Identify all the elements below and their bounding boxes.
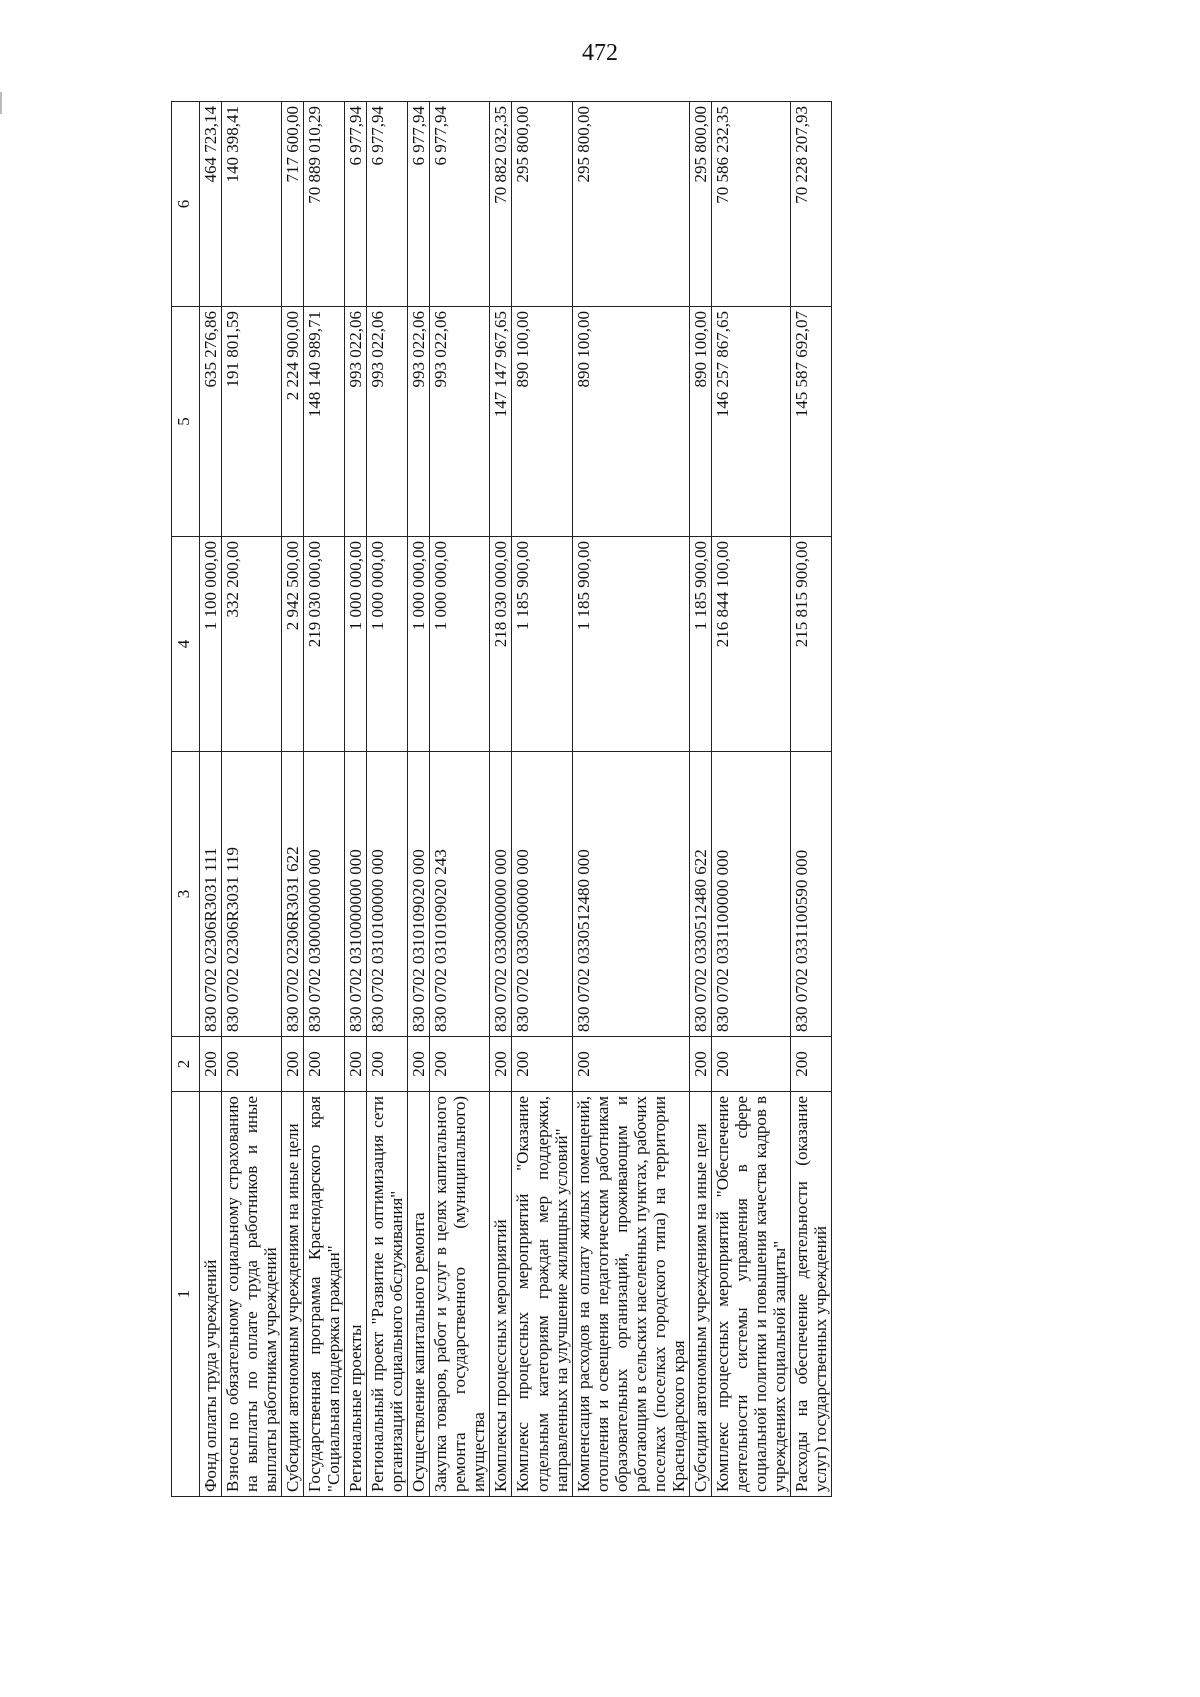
table-row <box>367 102 408 1497</box>
row-code-cell: 200 <box>572 1037 689 1092</box>
header-cell: 5 <box>172 307 200 537</box>
row-code-cell: 200 <box>200 1037 222 1092</box>
row-code-cell: 200 <box>689 1037 711 1092</box>
budget-table <box>171 101 832 1497</box>
row-code-cell: 200 <box>222 1037 282 1092</box>
row-name-cell: Расходы на обеспечение деятельности (оказание услуг) государственных учреждений <box>790 1092 831 1497</box>
row-approved-cell: 1 185 900,00 <box>512 537 572 752</box>
row-executed-cell: 993 022,06 <box>408 307 430 537</box>
table-row <box>345 102 367 1497</box>
row-code-cell: 200 <box>408 1037 430 1092</box>
row-remaining-cell: 70 882 032,35 <box>490 102 512 307</box>
row-executed-cell: 890 100,00 <box>572 307 689 537</box>
row-remaining-cell: 140 398,41 <box>222 102 282 307</box>
row-classification-cell: 830 0702 0310100000 000 <box>367 752 408 1037</box>
row-executed-cell: 635 276,86 <box>200 307 222 537</box>
row-classification-cell: 830 0702 0310109020 243 <box>430 752 490 1037</box>
row-executed-cell: 146 257 867,65 <box>711 307 790 537</box>
row-remaining-cell: 6 977,94 <box>408 102 430 307</box>
row-remaining-cell: 70 586 232,35 <box>711 102 790 307</box>
row-executed-cell: 890 100,00 <box>689 307 711 537</box>
row-remaining-cell: 70 228 207,93 <box>790 102 831 307</box>
row-name-cell: Комплекс процессных мероприятий "Обеспечение деятельности системы управления в сфере социальной политики и повышения качества кадров в учреждениях социальной защиты" <box>711 1092 790 1497</box>
row-approved-cell: 215 815 900,00 <box>790 537 831 752</box>
header-cell: 2 <box>172 1037 200 1092</box>
rotated-table-container <box>171 102 1069 1497</box>
row-name-cell: Региональный проект "Развитие и оптимизация сети организаций социального обслуживания" <box>367 1092 408 1497</box>
row-approved-cell: 332 200,00 <box>222 537 282 752</box>
row-approved-cell: 1 100 000,00 <box>200 537 222 752</box>
row-remaining-cell: 295 800,00 <box>689 102 711 307</box>
table-row <box>200 102 222 1497</box>
scan-edge-mark <box>0 92 2 114</box>
row-remaining-cell: 717 600,00 <box>282 102 304 307</box>
row-classification-cell: 830 0702 0330512480 000 <box>572 752 689 1037</box>
row-name-cell: Осуществление капитального ремонта <box>408 1092 430 1497</box>
table-row <box>282 102 304 1497</box>
row-classification-cell: 830 0702 0310000000 000 <box>345 752 367 1037</box>
row-classification-cell: 830 0702 0330512480 622 <box>689 752 711 1037</box>
row-executed-cell: 2 224 900,00 <box>282 307 304 537</box>
row-remaining-cell: 6 977,94 <box>345 102 367 307</box>
row-remaining-cell: 6 977,94 <box>367 102 408 307</box>
row-name-cell: Компенсация расходов на оплату жилых помещений, отопления и освещения педагогическим работникам образовательных организаций, проживающим и работающим в сельских населенных пунктах, рабочих поселках (поселках городского типа) на территории Краснодарского края <box>572 1092 689 1497</box>
row-classification-cell: 830 0702 02306R3031 111 <box>200 752 222 1037</box>
row-remaining-cell: 70 889 010,29 <box>304 102 345 307</box>
row-name-cell: Субсидии автономным учреждениям на иные цели <box>282 1092 304 1497</box>
row-approved-cell: 219 030 000,00 <box>304 537 345 752</box>
row-executed-cell: 147 147 967,65 <box>490 307 512 537</box>
table-row <box>512 102 572 1497</box>
page-number: 472 <box>582 40 618 66</box>
table-row <box>408 102 430 1497</box>
row-classification-cell: 830 0702 0310109020 000 <box>408 752 430 1037</box>
row-approved-cell: 1 000 000,00 <box>367 537 408 752</box>
row-code-cell: 200 <box>367 1037 408 1092</box>
row-name-cell: Региональные проекты <box>345 1092 367 1497</box>
table-row <box>689 102 711 1497</box>
row-approved-cell: 1 185 900,00 <box>572 537 689 752</box>
row-executed-cell: 993 022,06 <box>345 307 367 537</box>
row-classification-cell: 830 0702 0331100000 000 <box>711 752 790 1037</box>
row-approved-cell: 1 000 000,00 <box>408 537 430 752</box>
row-classification-cell: 830 0702 02306R3031 119 <box>222 752 282 1037</box>
row-classification-cell: 830 0702 0330500000 000 <box>512 752 572 1037</box>
row-classification-cell: 830 0702 02306R3031 622 <box>282 752 304 1037</box>
row-code-cell: 200 <box>345 1037 367 1092</box>
row-remaining-cell: 6 977,94 <box>430 102 490 307</box>
row-code-cell: 200 <box>304 1037 345 1092</box>
row-code-cell: 200 <box>790 1037 831 1092</box>
row-name-cell: Комплекс процессных мероприятий "Оказание отдельным категориям граждан мер поддержки, направленных на улучшение жилищных условий" <box>512 1092 572 1497</box>
row-classification-cell: 830 0702 0330000000 000 <box>490 752 512 1037</box>
header-cell: 3 <box>172 752 200 1037</box>
row-approved-cell: 2 942 500,00 <box>282 537 304 752</box>
table-row <box>430 102 490 1497</box>
row-approved-cell: 216 844 100,00 <box>711 537 790 752</box>
table-row <box>711 102 790 1497</box>
row-classification-cell: 830 0702 0331100590 000 <box>790 752 831 1037</box>
row-name-cell: Комплексы процессных мероприятий <box>490 1092 512 1497</box>
row-approved-cell: 1 000 000,00 <box>345 537 367 752</box>
table-row <box>490 102 512 1497</box>
table-header-row <box>172 102 200 1497</box>
row-classification-cell: 830 0702 0300000000 000 <box>304 752 345 1037</box>
table-row <box>304 102 345 1497</box>
table-row <box>572 102 689 1497</box>
header-cell: 4 <box>172 537 200 752</box>
row-name-cell: Субсидии автономным учреждениям на иные цели <box>689 1092 711 1497</box>
row-approved-cell: 1 185 900,00 <box>689 537 711 752</box>
row-code-cell: 200 <box>430 1037 490 1092</box>
header-cell: 1 <box>172 1092 200 1497</box>
row-name-cell: Закупка товаров, работ и услуг в целях капитального ремонта государственного (муниципального) имущества <box>430 1092 490 1497</box>
table-row <box>222 102 282 1497</box>
row-executed-cell: 993 022,06 <box>430 307 490 537</box>
row-remaining-cell: 295 800,00 <box>512 102 572 307</box>
row-code-cell: 200 <box>282 1037 304 1092</box>
row-name-cell: Взносы по обязательному социальному страхованию на выплаты по оплате труда работников и иные выплаты работникам учреждений <box>222 1092 282 1497</box>
row-remaining-cell: 464 723,14 <box>200 102 222 307</box>
row-remaining-cell: 295 800,00 <box>572 102 689 307</box>
row-code-cell: 200 <box>512 1037 572 1092</box>
row-approved-cell: 1 000 000,00 <box>430 537 490 752</box>
row-executed-cell: 890 100,00 <box>512 307 572 537</box>
row-executed-cell: 145 587 692,07 <box>790 307 831 537</box>
row-name-cell: Государственная программа Краснодарского края "Социальная поддержка граждан" <box>304 1092 345 1497</box>
row-executed-cell: 993 022,06 <box>367 307 408 537</box>
row-executed-cell: 191 801,59 <box>222 307 282 537</box>
row-executed-cell: 148 140 989,71 <box>304 307 345 537</box>
table-row <box>790 102 831 1497</box>
row-code-cell: 200 <box>711 1037 790 1092</box>
row-code-cell: 200 <box>490 1037 512 1092</box>
header-cell: 6 <box>172 102 200 307</box>
row-approved-cell: 218 030 000,00 <box>490 537 512 752</box>
row-name-cell: Фонд оплаты труда учреждений <box>200 1092 222 1497</box>
